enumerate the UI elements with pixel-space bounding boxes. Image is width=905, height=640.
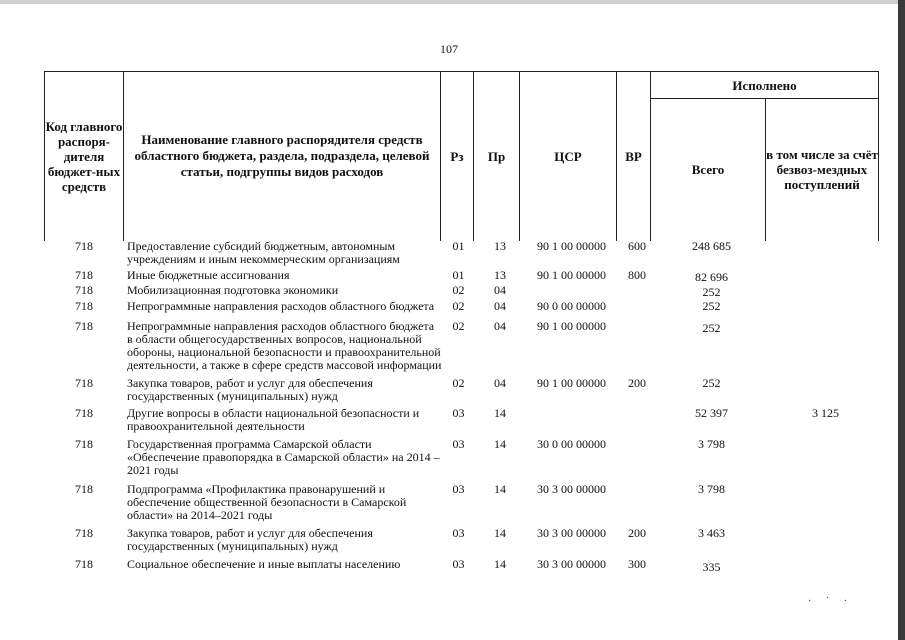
cell-csr: 30 0 00 00000	[537, 437, 606, 451]
cell-rz: 01	[452, 239, 465, 253]
table-row	[44, 407, 882, 433]
cell-code: 718	[75, 482, 93, 496]
header-rz: Рз	[441, 72, 474, 241]
cell-pr: 04	[494, 319, 506, 333]
table-row	[44, 320, 882, 372]
scan-speckles: · ˙ ·	[808, 596, 853, 607]
cell-code: 718	[75, 239, 93, 253]
cell-csr: 90 1 00 00000	[537, 268, 606, 282]
header-executed: Исполнено	[651, 72, 879, 99]
table-row	[44, 557, 882, 574]
cell-pr: 14	[494, 437, 506, 451]
cell-code: 718	[75, 376, 93, 390]
cell-name: Непрограммные направления расходов областного бюджета	[127, 299, 435, 313]
cell-rz: 03	[452, 557, 465, 571]
scan-right-edge	[898, 0, 905, 640]
cell-pr: 13	[494, 239, 506, 253]
cell-code: 718	[75, 268, 93, 282]
header-code: Код главного распоря-дителя бюджет-ных средств	[45, 72, 124, 241]
cell-name: Непрограммные направления расходов областного бюджета в области общегосударственных вопросов, национальной обороны, национальной безопасности и правоохранительной деятельности, а также в сфере средств массовой информации	[127, 319, 442, 372]
table-row	[44, 284, 882, 297]
cell-total: 252	[702, 376, 721, 390]
cell-rz: 03	[452, 482, 465, 496]
cell-vr: 600	[628, 239, 646, 253]
table-row	[44, 377, 882, 403]
cell-csr: 90 1 00 00000	[537, 376, 606, 390]
cell-vr: 300	[628, 557, 646, 571]
header-including-free: в том числе за счёт безвоз-мездных поступлений	[766, 99, 879, 241]
cell-csr: 90 0 00 00000	[537, 299, 606, 313]
cell-name: Иные бюджетные ассигнования	[127, 268, 290, 282]
cell-pr: 14	[494, 406, 506, 420]
cell-pr: 14	[494, 557, 506, 571]
cell-total: 252	[702, 285, 721, 299]
header-csr: ЦСР	[520, 72, 617, 241]
cell-total: 335	[702, 560, 721, 574]
cell-rz: 02	[452, 299, 465, 313]
cell-code: 718	[75, 526, 93, 540]
header-pr: Пр	[474, 72, 520, 241]
cell-free: 3 125	[812, 406, 839, 420]
table-row	[44, 438, 882, 477]
scan-top-edge	[0, 0, 905, 4]
cell-code: 718	[75, 437, 93, 451]
cell-total: 252	[702, 299, 721, 313]
cell-csr: 90 1 00 00000	[537, 319, 606, 333]
cell-csr: 30 3 00 00000	[537, 557, 606, 571]
cell-csr: 90 1 00 00000	[537, 239, 606, 253]
cell-total: 252	[702, 321, 721, 335]
cell-pr: 14	[494, 526, 506, 540]
cell-csr: 30 3 00 00000	[537, 526, 606, 540]
header-total: Всего	[651, 99, 766, 241]
cell-rz: 03	[452, 526, 465, 540]
cell-code: 718	[75, 283, 93, 297]
cell-code: 718	[75, 299, 93, 313]
cell-code: 718	[75, 557, 93, 571]
cell-rz: 01	[452, 268, 465, 282]
cell-vr: 800	[628, 268, 646, 282]
cell-total: 82 696	[695, 270, 728, 284]
cell-code: 718	[75, 319, 93, 333]
cell-name: Мобилизационная подготовка экономики	[127, 283, 339, 297]
page-number: 107	[440, 42, 458, 56]
table-row	[44, 483, 882, 522]
cell-csr: 30 3 00 00000	[537, 482, 606, 496]
cell-rz: 02	[452, 376, 465, 390]
cell-rz: 02	[452, 319, 465, 333]
cell-name: Государственная программа Самарской области «Обеспечение правопорядка в Самарской области» на 2014 – 2021 годы	[127, 437, 440, 477]
cell-name: Предоставление субсидий бюджетным, автономным учреждениям и иным некоммерческим организациям	[127, 239, 400, 266]
cell-code: 718	[75, 406, 93, 420]
cell-rz: 03	[452, 437, 465, 451]
cell-pr: 13	[494, 268, 506, 282]
cell-pr: 04	[494, 283, 506, 297]
table-row	[44, 269, 882, 282]
cell-rz: 02	[452, 283, 465, 297]
cell-total: 3 463	[698, 526, 725, 540]
cell-pr: 04	[494, 299, 506, 313]
cell-vr: 200	[628, 526, 646, 540]
header-vr: ВР	[617, 72, 651, 241]
cell-name: Закупка товаров, работ и услуг для обеспечения государственных (муниципальных) нужд	[127, 526, 373, 553]
header-name: Наименование главного распорядителя средств областного бюджета, раздела, подраздела, целевой статьи, подгруппы видов расходов	[124, 72, 441, 241]
cell-name: Социальное обеспечение и иные выплаты населению	[127, 557, 401, 571]
table-row	[44, 527, 882, 553]
cell-total: 3 798	[698, 482, 725, 496]
cell-pr: 04	[494, 376, 506, 390]
cell-name: Закупка товаров, работ и услуг для обеспечения государственных (муниципальных) нужд	[127, 376, 373, 403]
cell-vr: 200	[628, 376, 646, 390]
cell-total: 52 397	[695, 406, 728, 420]
cell-pr: 14	[494, 482, 506, 496]
cell-name: Другие вопросы в области национальной безопасности и правоохранительной деятельности	[127, 406, 420, 433]
cell-name: Подпрограмма «Профилактика правонарушений и обеспечение общественной безопасности в Самарской области» на 2014–2021 годы	[127, 482, 407, 522]
cell-rz: 03	[452, 406, 465, 420]
cell-total: 248 685	[692, 239, 731, 253]
table-row	[44, 300, 882, 313]
table-body	[44, 239, 882, 574]
table-header	[44, 71, 879, 241]
table-row	[44, 240, 882, 266]
cell-total: 3 798	[698, 437, 725, 451]
